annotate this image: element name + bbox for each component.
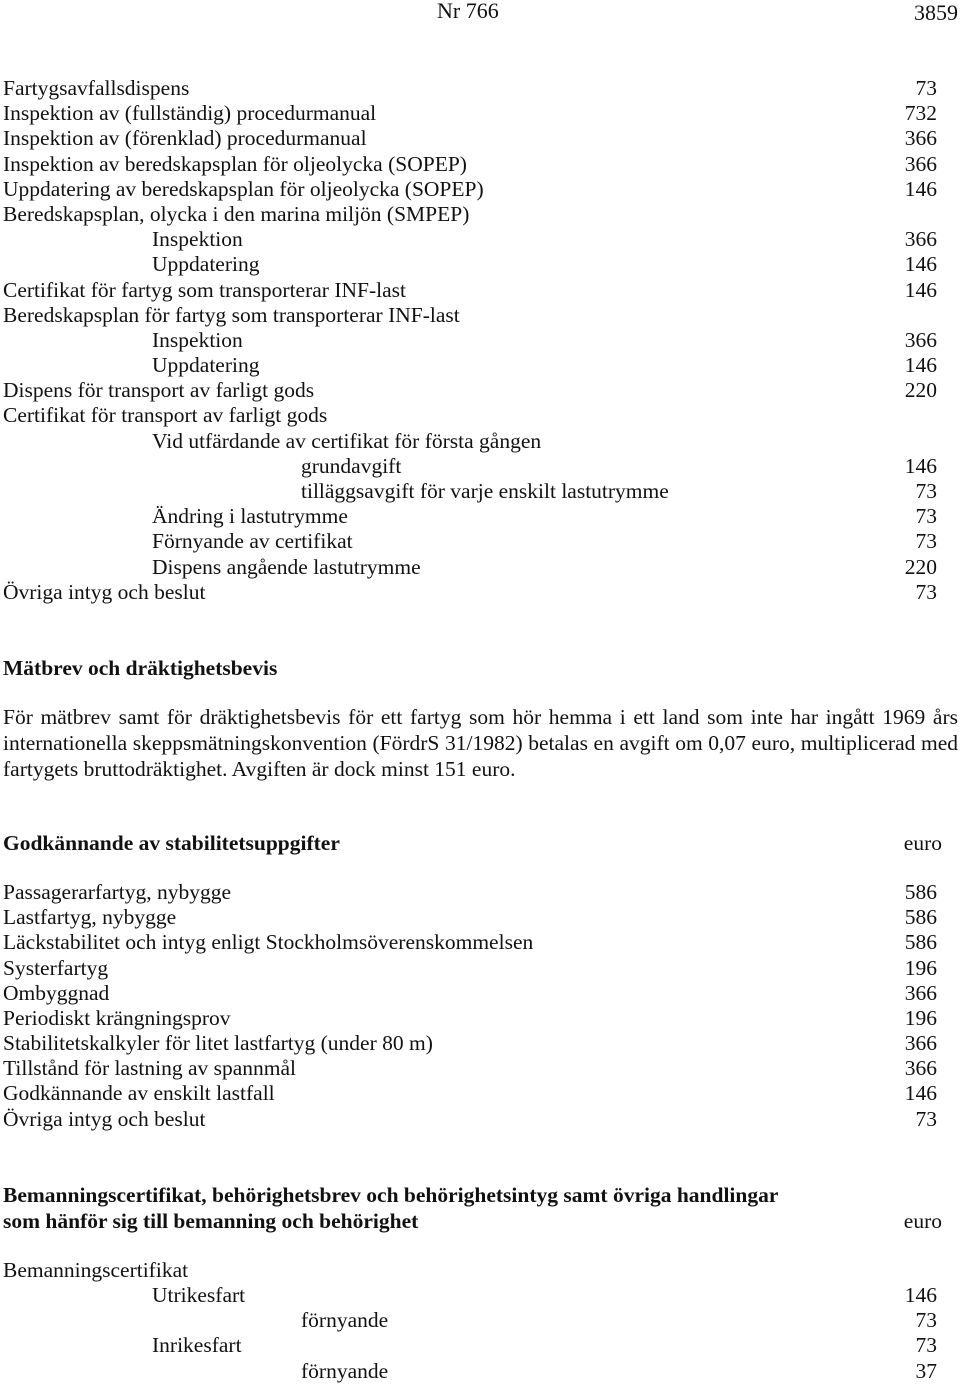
- fee-row: [3, 252, 937, 277]
- fee-amount: 586: [904, 879, 937, 904]
- fee-label: Inspektion av (fullständig) procedurmanual: [3, 101, 377, 126]
- fee-row: [3, 1283, 937, 1308]
- fee-row: [3, 1359, 937, 1384]
- fee-row: [3, 1031, 937, 1056]
- fee-label: Fartygsavfallsdispens: [3, 76, 190, 100]
- fee-label: Uppdatering av beredskapsplan för oljeolycka (SOPEP): [3, 176, 484, 201]
- fee-row: [3, 956, 937, 981]
- fee-amount: 146: [904, 176, 937, 201]
- fee-row: [3, 177, 937, 202]
- fee-label: Passagerarfartyg, nybygge: [3, 879, 232, 904]
- section-heading-stabilitet: [3, 830, 942, 856]
- fee-amount: 196: [904, 1005, 937, 1030]
- fee-row: [3, 353, 937, 378]
- fee-row: [3, 152, 937, 177]
- fee-label: Uppdatering: [152, 353, 260, 378]
- fee-label: Tillstånd för lastning av spannmål: [3, 1056, 297, 1081]
- page-number: 3859: [914, 0, 958, 25]
- fee-list-bemanning: [3, 1258, 937, 1384]
- fee-row: [3, 479, 937, 504]
- fee-amount: 586: [904, 930, 937, 955]
- fee-row: [3, 1258, 937, 1283]
- fee-amount: 366: [904, 126, 937, 151]
- fee-amount: 146: [904, 1283, 937, 1307]
- fee-amount: 146: [904, 252, 937, 277]
- fee-row: [3, 555, 937, 580]
- section-heading-matbrev: Mätbrev och dräktighetsbevis: [3, 655, 278, 680]
- fee-label: Ombyggnad: [3, 980, 110, 1005]
- fee-label: Godkännande av enskilt lastfall: [3, 1081, 275, 1106]
- fee-row: [3, 1333, 937, 1358]
- fee-row: [3, 1107, 937, 1132]
- fee-row: [3, 429, 937, 454]
- fee-list-general: [3, 76, 937, 605]
- fee-row: [3, 1308, 937, 1333]
- currency-label: euro: [903, 1208, 942, 1233]
- fee-row: [3, 1081, 937, 1106]
- fee-label: Inspektion: [152, 327, 243, 352]
- page-header: [0, 0, 960, 32]
- fee-label: förnyande: [301, 1308, 389, 1333]
- section-heading-bemanning-line2: [3, 1208, 942, 1234]
- fee-label: Dispens för transport av farligt gods: [3, 378, 315, 403]
- fee-row: [3, 1006, 937, 1031]
- fee-row: [3, 454, 937, 479]
- fee-label: Lastfartyg, nybygge: [3, 905, 177, 930]
- fee-label: Dispens angående lastutrymme: [152, 554, 421, 579]
- fee-amount: 73: [915, 529, 937, 554]
- fee-row: [3, 403, 937, 428]
- fee-row: [3, 202, 937, 227]
- fee-amount: 73: [915, 1333, 937, 1358]
- fee-label: Inrikesfart: [152, 1333, 242, 1358]
- fee-amount: 73: [915, 579, 937, 604]
- bemanning-title-line2: som hänför sig till bemanning och behörighet: [3, 1208, 419, 1233]
- fee-amount: 220: [904, 378, 937, 403]
- fee-row: [3, 278, 937, 303]
- fee-row: [3, 1056, 937, 1081]
- fee-amount: 366: [904, 1056, 937, 1081]
- fee-row: [3, 378, 937, 403]
- fee-label: Certifikat för fartyg som transporterar INF-last: [3, 277, 406, 302]
- fee-label: Systerfartyg: [3, 955, 109, 980]
- currency-label: euro: [903, 830, 942, 855]
- fee-amount: 73: [915, 479, 937, 503]
- fee-amount: 73: [915, 504, 937, 529]
- fee-row: [3, 76, 937, 101]
- fee-amount: 73: [915, 1308, 937, 1333]
- fee-label: Inspektion: [152, 227, 243, 252]
- fee-amount: 146: [904, 277, 937, 302]
- fee-label: Beredskapsplan, olycka i den marina miljön (SMPEP): [3, 201, 470, 226]
- fee-row: [3, 981, 937, 1006]
- fee-amount: 196: [904, 955, 937, 980]
- fee-amount: 37: [915, 1358, 937, 1383]
- stabilitet-title: Godkännande av stabilitetsuppgifter: [3, 830, 340, 855]
- fee-label: Vid utfärdande av certifikat för första gången: [152, 428, 542, 453]
- fee-label: tilläggsavgift för varje enskilt lastutrymme: [301, 479, 669, 503]
- fee-amount: 366: [904, 327, 937, 352]
- fee-label: Stabilitetskalkyler för litet lastfartyg (under 80 m): [3, 1031, 433, 1056]
- document-body: [3, 76, 958, 1384]
- fee-label: Inspektion av beredskapsplan för oljeolycka (SOPEP): [3, 151, 467, 176]
- fee-label: Övriga intyg och beslut: [3, 1106, 206, 1131]
- fee-row: [3, 905, 937, 930]
- section-heading-bemanning-line1: Bemanningscertifikat, behörighetsbrev och behörighetsintyg samt övriga handlingar: [3, 1182, 779, 1207]
- fee-row: [3, 930, 937, 955]
- fee-label: förnyande: [301, 1358, 389, 1383]
- fee-amount: 366: [904, 227, 937, 252]
- fee-amount: 366: [904, 1031, 937, 1056]
- fee-amount: 73: [915, 1106, 937, 1131]
- matbrev-paragraph: För mätbrev samt för dräktighetsbevis för ett fartyg som hör hemma i ett land som inte har ingått 1969 års internationella skeppsmätningskonvention (FördrS 31/1982) betalas en avgift om 0,07 euro, multiplicerad med fartygets bruttodräktighet. Avgiften är dock minst 151 euro.: [3, 704, 958, 781]
- fee-row: [3, 880, 937, 905]
- fee-amount: 146: [904, 353, 937, 378]
- document-number: Nr 766: [437, 0, 499, 23]
- fee-label: Beredskapsplan för fartyg som transporterar INF-last: [3, 302, 460, 327]
- fee-amount: 146: [904, 453, 937, 478]
- fee-row: [3, 529, 937, 554]
- fee-label: Bemanningscertifikat: [3, 1257, 189, 1282]
- fee-amount: 146: [904, 1081, 937, 1106]
- fee-label: Förnyande av certifikat: [152, 529, 353, 554]
- fee-amount: 366: [904, 980, 937, 1005]
- fee-row: [3, 101, 937, 126]
- fee-label: Uppdatering: [152, 252, 260, 277]
- fee-label: Inspektion av (förenklad) procedurmanual: [3, 126, 367, 151]
- fee-amount: 220: [904, 554, 937, 579]
- fee-row: [3, 580, 937, 605]
- fee-label: Utrikesfart: [152, 1283, 246, 1307]
- fee-label: Ändring i lastutrymme: [152, 504, 348, 529]
- fee-amount: 586: [904, 905, 937, 930]
- fee-row: [3, 328, 937, 353]
- fee-row: [3, 303, 937, 328]
- fee-label: Certifikat för transport av farligt gods: [3, 403, 328, 428]
- fee-label: Periodiskt krängningsprov: [3, 1005, 231, 1030]
- fee-label: Läckstabilitet och intyg enligt Stockholmsöverenskommelsen: [3, 930, 534, 955]
- fee-label: Övriga intyg och beslut: [3, 579, 206, 604]
- spacer: [3, 605, 937, 655]
- fee-row: [3, 126, 937, 151]
- fee-label: grundavgift: [301, 453, 402, 478]
- fee-row: [3, 227, 937, 252]
- fee-amount: 732: [904, 101, 937, 126]
- fee-amount: 73: [915, 76, 937, 100]
- fee-row: [3, 504, 937, 529]
- fee-amount: 366: [904, 151, 937, 176]
- fee-list-stabilitet: [3, 880, 937, 1132]
